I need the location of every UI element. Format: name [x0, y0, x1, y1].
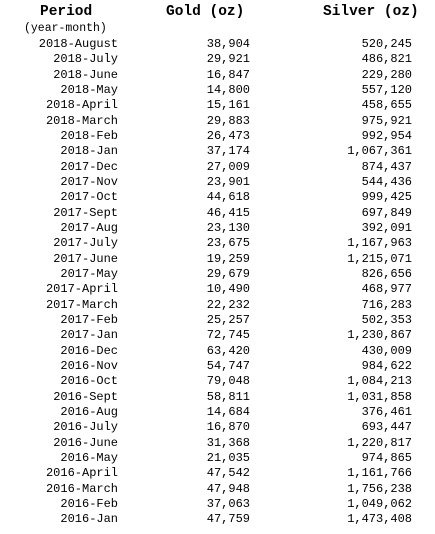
silver-cell: 1,031,858 [347, 389, 412, 404]
gold-cell: 29,679 [206, 266, 250, 281]
gold-cell: 21,035 [206, 450, 250, 465]
column-header-silver: Silver (oz) [323, 4, 419, 20]
silver-cell: 999,425 [361, 190, 412, 205]
period-cell: 2017-May [60, 266, 118, 281]
table-row [0, 313, 435, 328]
silver-cell: 486,821 [361, 52, 412, 67]
gold-cell: 29,883 [206, 113, 250, 128]
silver-cell: 1,756,238 [347, 481, 412, 496]
gold-cell: 37,063 [206, 496, 250, 511]
period-cell: 2018-July [53, 52, 118, 67]
gold-cell: 16,870 [206, 420, 250, 435]
period-cell: 2016-Aug [60, 404, 118, 419]
gold-cell: 19,259 [206, 251, 250, 266]
gold-cell: 58,811 [206, 389, 250, 404]
period-cell: 2017-June [53, 251, 118, 266]
silver-cell: 557,120 [361, 82, 412, 97]
period-cell: 2017-Nov [60, 174, 118, 189]
table-body [0, 37, 435, 528]
silver-cell: 1,161,766 [347, 466, 412, 481]
gold-cell: 72,745 [206, 328, 250, 343]
column-subheader-period-format: (year-month) [24, 22, 107, 35]
gold-cell: 47,759 [206, 512, 250, 527]
table-row [0, 344, 435, 359]
table-row [0, 160, 435, 175]
silver-cell: 520,245 [361, 37, 412, 51]
period-cell: 2016-Nov [60, 358, 118, 373]
silver-cell: 1,167,963 [347, 236, 412, 251]
gold-cell: 47,948 [206, 481, 250, 496]
silver-cell: 544,436 [361, 174, 412, 189]
period-cell: 2016-May [60, 450, 118, 465]
gold-cell: 14,800 [206, 82, 250, 97]
silver-cell: 975,921 [361, 113, 412, 128]
table-row [0, 436, 435, 451]
period-cell: 2017-Aug [60, 220, 118, 235]
table-row [0, 37, 435, 52]
gold-cell: 22,232 [206, 297, 250, 312]
period-cell: 2017-Sept [53, 205, 118, 220]
silver-cell: 992,954 [361, 128, 412, 143]
gold-cell: 31,368 [206, 435, 250, 450]
table-row [0, 420, 435, 435]
table-row [0, 206, 435, 221]
table-row [0, 328, 435, 343]
table-row [0, 144, 435, 159]
table-row [0, 175, 435, 190]
table-row [0, 68, 435, 83]
gold-cell: 26,473 [206, 128, 250, 143]
period-cell: 2017-March [45, 297, 118, 312]
period-cell: 2017-April [45, 282, 118, 297]
gold-cell: 10,490 [206, 282, 250, 297]
period-cell: 2016-Sept [53, 389, 118, 404]
gold-cell: 23,675 [206, 236, 250, 251]
silver-cell: 693,447 [361, 420, 412, 435]
table-row [0, 83, 435, 98]
silver-cell: 826,656 [361, 266, 412, 281]
silver-cell: 974,865 [361, 450, 412, 465]
column-header-period: Period [40, 4, 93, 20]
table-row [0, 236, 435, 251]
period-cell: 2017-Feb [60, 312, 118, 327]
period-cell: 2016-June [53, 435, 118, 450]
table-row [0, 298, 435, 313]
silver-cell: 1,230,867 [347, 328, 412, 343]
period-cell: 2016-July [53, 420, 118, 435]
gold-cell: 63,420 [206, 343, 250, 358]
silver-cell: 1,220,817 [347, 435, 412, 450]
period-cell: 2018-June [53, 67, 118, 82]
table-row [0, 497, 435, 512]
gold-cell: 23,901 [206, 174, 250, 189]
period-cell: 2016-March [45, 481, 118, 496]
table-row [0, 98, 435, 113]
gold-cell: 38,904 [206, 37, 250, 51]
table-row [0, 252, 435, 267]
silver-cell: 468,977 [361, 282, 412, 297]
silver-cell: 1,473,408 [347, 512, 412, 527]
gold-cell: 37,174 [206, 144, 250, 159]
period-cell: 2018-March [45, 113, 118, 128]
silver-cell: 392,091 [361, 220, 412, 235]
period-cell: 2016-Dec [60, 343, 118, 358]
silver-cell: 430,009 [361, 343, 412, 358]
silver-cell: 984,622 [361, 358, 412, 373]
column-header-gold: Gold (oz) [166, 4, 245, 20]
period-cell: 2016-April [45, 466, 118, 481]
gold-cell: 54,747 [206, 358, 250, 373]
silver-cell: 229,280 [361, 67, 412, 82]
period-cell: 2018-May [60, 82, 118, 97]
period-cell: 2018-August [38, 37, 118, 51]
table-row [0, 267, 435, 282]
table-row [0, 512, 435, 527]
gold-cell: 47,542 [206, 466, 250, 481]
period-cell: 2016-Feb [60, 496, 118, 511]
gold-cell: 46,415 [206, 205, 250, 220]
period-cell: 2017-July [53, 236, 118, 251]
silver-cell: 1,084,213 [347, 374, 412, 389]
table-row [0, 52, 435, 67]
table-row [0, 114, 435, 129]
table-row [0, 221, 435, 236]
gold-cell: 27,009 [206, 159, 250, 174]
silver-cell: 1,215,071 [347, 251, 412, 266]
period-cell: 2018-Feb [60, 128, 118, 143]
table-row [0, 374, 435, 389]
table-row [0, 129, 435, 144]
table-row [0, 405, 435, 420]
gold-cell: 25,257 [206, 312, 250, 327]
silver-cell: 502,353 [361, 312, 412, 327]
table-row [0, 466, 435, 481]
period-cell: 2017-Jan [60, 328, 118, 343]
gold-cell: 79,048 [206, 374, 250, 389]
silver-cell: 458,655 [361, 98, 412, 113]
silver-cell: 1,067,361 [347, 144, 412, 159]
table-row [0, 359, 435, 374]
table-row [0, 390, 435, 405]
gold-cell: 16,847 [206, 67, 250, 82]
silver-cell: 1,049,062 [347, 496, 412, 511]
table-row [0, 282, 435, 297]
period-cell: 2018-April [45, 98, 118, 113]
gold-cell: 15,161 [206, 98, 250, 113]
period-cell: 2017-Dec [60, 159, 118, 174]
period-cell: 2018-Jan [60, 144, 118, 159]
gold-cell: 44,618 [206, 190, 250, 205]
table-row [0, 451, 435, 466]
silver-cell: 376,461 [361, 404, 412, 419]
gold-cell: 23,130 [206, 220, 250, 235]
silver-cell: 716,283 [361, 297, 412, 312]
table-row [0, 190, 435, 205]
silver-cell: 697,849 [361, 205, 412, 220]
table-row [0, 482, 435, 497]
gold-cell: 14,684 [206, 404, 250, 419]
silver-cell: 874,437 [361, 159, 412, 174]
period-cell: 2016-Oct [60, 374, 118, 389]
period-cell: 2017-Oct [60, 190, 118, 205]
period-cell: 2016-Jan [60, 512, 118, 527]
gold-cell: 29,921 [206, 52, 250, 67]
